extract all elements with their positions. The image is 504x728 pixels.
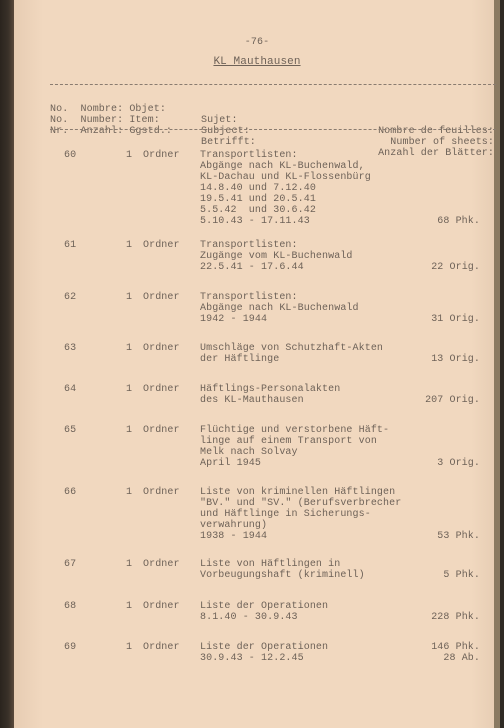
entry-count: 1 xyxy=(126,559,133,570)
subject-line: Liste von Häftlingen in xyxy=(200,559,341,570)
sheet-count: 53 Phk. xyxy=(437,531,480,542)
entry-sheets xyxy=(425,395,480,406)
sheet-count: 28 Ab. xyxy=(443,653,480,664)
entry-number: 63 xyxy=(64,343,77,354)
binding-strip xyxy=(494,0,500,728)
subject-line: Transportlisten: xyxy=(200,150,298,161)
header-left: No. Nombre: Objet: xyxy=(50,104,166,115)
entry-count: 1 xyxy=(126,642,133,653)
subject-line: 30.9.43 - 12.2.45 xyxy=(200,653,304,664)
subject-line: 1942 - 1944 xyxy=(200,314,268,325)
header-bottom-divider xyxy=(50,129,496,130)
subject-line: 22.5.41 - 17.6.44 xyxy=(200,262,304,273)
entry-sheets xyxy=(431,354,480,365)
subject-line: und Häftlinge in Sicherungs- xyxy=(200,509,371,520)
subject-line: "BV." und "SV." (Berufsverbrecher xyxy=(200,498,402,509)
sheet-count: 146 Phk. xyxy=(431,642,480,653)
entry-sheets xyxy=(431,262,480,273)
entry-number: 61 xyxy=(64,240,77,251)
subject-line: 5.5.42 und 30.6.42 xyxy=(200,205,316,216)
entry-count: 1 xyxy=(126,292,133,303)
page-title xyxy=(14,56,500,68)
subject-line: Liste von kriminellen Häftlingen xyxy=(200,487,396,498)
header-middle: Sujet: xyxy=(201,115,238,126)
subject-line: Zugänge vom KL-Buchenwald xyxy=(200,251,353,262)
entry-subject xyxy=(200,601,328,623)
entry-sheets xyxy=(437,531,480,542)
sheet-count: 22 Orig. xyxy=(431,262,480,273)
entry-count: 1 xyxy=(126,240,133,251)
entry-number: 69 xyxy=(64,642,77,653)
entry-object: Ordner xyxy=(143,601,180,612)
entry-sheets xyxy=(431,314,480,325)
subject-line: 5.10.43 - 17.11.43 xyxy=(200,216,310,227)
sheet-count: 13 Orig. xyxy=(431,354,480,365)
entry-object: Ordner xyxy=(143,343,180,354)
entry-object: Ordner xyxy=(143,384,180,395)
subject-line: 19.5.41 und 20.5.41 xyxy=(200,194,316,205)
header-left: Nr. Anzahl: Ggstd.: xyxy=(50,126,173,137)
subject-line: Melk nach Solvay xyxy=(200,447,298,458)
entry-subject xyxy=(200,559,365,581)
subject-line: verwahrung) xyxy=(200,520,268,531)
subject-line: 1938 - 1944 xyxy=(200,531,268,542)
entry-subject xyxy=(200,642,328,664)
sheet-count: 3 Orig. xyxy=(437,458,480,469)
entry-number: 66 xyxy=(64,487,77,498)
entry-number: 67 xyxy=(64,559,77,570)
header-right: Number of sheets: xyxy=(390,137,494,148)
header-middle: Betrifft: xyxy=(201,137,256,148)
subject-line: Abgänge nach KL-Buchenwald, xyxy=(200,161,365,172)
subject-line: April 1945 xyxy=(200,458,262,469)
subject-line: Liste der Operationen xyxy=(200,642,329,653)
sheet-count: 68 Phk. xyxy=(437,216,480,227)
entry-sheets xyxy=(431,612,480,623)
entry-number: 64 xyxy=(64,384,77,395)
entry-count: 1 xyxy=(126,487,133,498)
entry-count: 1 xyxy=(126,384,133,395)
entry-subject xyxy=(200,240,353,273)
entry-object: Ordner xyxy=(143,487,180,498)
header-left: No. Number: Item: xyxy=(50,115,160,126)
sheet-count: 228 Phk. xyxy=(431,612,480,623)
entry-subject xyxy=(200,150,371,227)
subject-line: Transportlisten: xyxy=(200,240,298,251)
entry-subject xyxy=(200,425,389,469)
subject-line: der Häftlinge xyxy=(200,354,280,365)
subject-line: Abgänge nach KL-Buchenwald xyxy=(200,303,359,314)
entry-object: Ordner xyxy=(143,292,180,303)
subject-line: Transportlisten: xyxy=(200,292,298,303)
subject-line: KL-Dachau und KL-Flossenbürg xyxy=(200,172,371,183)
entry-subject xyxy=(200,487,401,542)
subject-line: 14.8.40 und 7.12.40 xyxy=(200,183,316,194)
scan-left-edge xyxy=(0,0,14,728)
sheet-count: 5 Phk. xyxy=(443,570,480,581)
header-right: Anzahl der Blätter: xyxy=(378,148,494,159)
document-page xyxy=(14,0,500,728)
subject-line: 8.1.40 - 30.9.43 xyxy=(200,612,298,623)
entry-object: Ordner xyxy=(143,425,180,436)
header-middle: Subject: xyxy=(201,126,250,137)
title-text: KL Mauthausen xyxy=(213,56,301,68)
subject-line: Häftlings-Personalakten xyxy=(200,384,341,395)
entry-subject xyxy=(200,384,340,406)
entry-sheets xyxy=(431,642,480,664)
entry-subject xyxy=(200,292,359,325)
entry-sheets xyxy=(437,216,480,227)
entry-number: 60 xyxy=(64,150,77,161)
header-right: Nombre de feuilles: xyxy=(378,126,494,137)
entry-count: 1 xyxy=(126,343,133,354)
entry-count: 1 xyxy=(126,150,133,161)
subject-line: Vorbeugungshaft (kriminell) xyxy=(200,570,365,581)
entry-sheets xyxy=(437,458,480,469)
entry-number: 68 xyxy=(64,601,77,612)
subject-line: Liste der Operationen xyxy=(200,601,329,612)
sheet-count: 31 Orig. xyxy=(431,314,480,325)
subject-line: linge auf einem Transport von xyxy=(200,436,377,447)
entry-count: 1 xyxy=(126,601,133,612)
sheet-count: 207 Orig. xyxy=(425,395,480,406)
header-top-divider xyxy=(50,84,496,85)
entry-number: 62 xyxy=(64,292,77,303)
entry-object: Ordner xyxy=(143,150,180,161)
entry-count: 1 xyxy=(126,425,133,436)
entry-object: Ordner xyxy=(143,642,180,653)
subject-line: Flüchtige und verstorbene Häft- xyxy=(200,425,390,436)
subject-line: des KL-Mauthausen xyxy=(200,395,304,406)
entry-number: 65 xyxy=(64,425,77,436)
entry-subject xyxy=(200,343,383,365)
entry-object: Ordner xyxy=(143,559,180,570)
page-number: -76- xyxy=(244,37,270,48)
subject-line: Umschläge von Schutzhaft-Akten xyxy=(200,343,384,354)
entry-object: Ordner xyxy=(143,240,180,251)
entry-sheets xyxy=(443,570,480,581)
